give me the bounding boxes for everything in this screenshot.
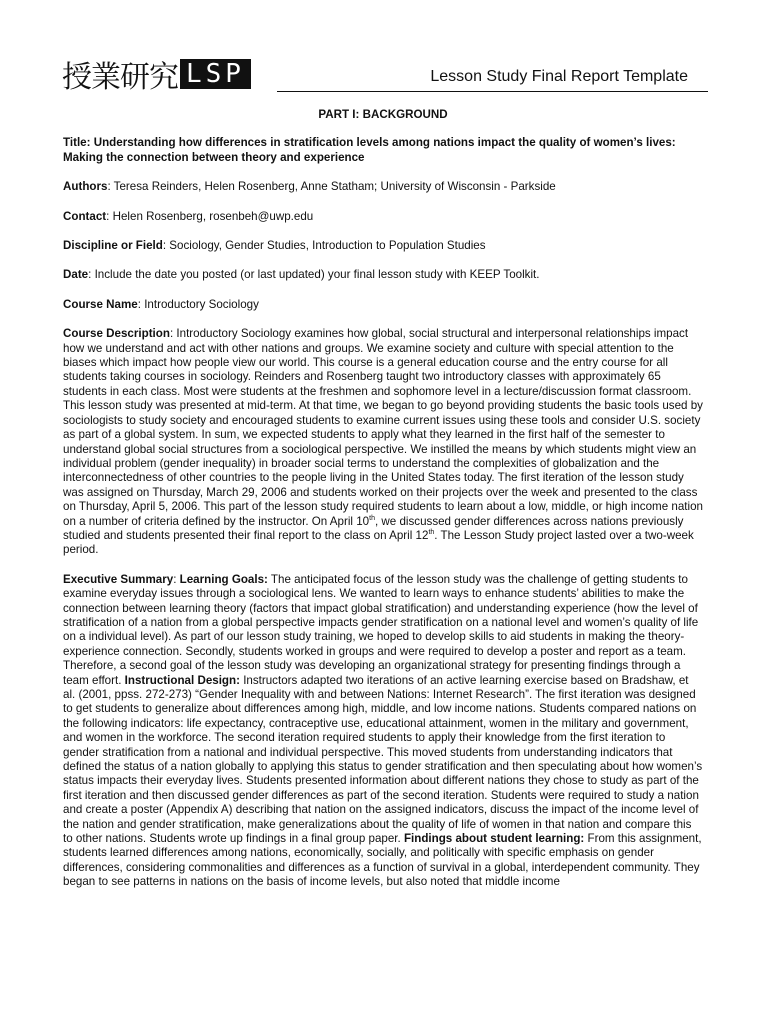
authors-paragraph — [63, 180, 703, 194]
date-text: : Include the date you posted (or last updated) your final lesson study with KEEP Toolkit. — [88, 268, 540, 282]
discipline-text: : Sociology, Gender Studies, Introduction to Population Studies — [162, 239, 486, 253]
course-name-label: Course Name — [63, 297, 138, 311]
part-heading: PART I: BACKGROUND — [318, 108, 448, 121]
authors-text: : Teresa Reinders, Helen Rosenberg, Anne Statham; University of Wisconsin - Parkside — [107, 180, 556, 194]
date-label: Date — [63, 268, 89, 282]
instructional-design-text: Instructors adapted two iterations of an active learning exercise based on Bradshaw, et al. (2001, ppss. 272-273) “Gender Inequality with and between Nations: Internet Research”. The first iteration was designed to get students to generalize about differences among high, middle, and low income nations. Students compared nations on the following indicators: life expectancy, contraceptive use, educational attainment, women in the military and government, and women in the workforce. The second iteration required students to apply their knowledge from the first iteration to gender stratification from a national and individual perspective. This moved students from understanding indicators that defined the status of a nation globally to applying this status to gender stratification and then speculating about how women’s status impacts their everyday lives. Students presented information about different nations they chose to study as part of the first iteration and then discussed gender differences as part of the second iteration. Students were required to study a nation and create a poster (Appendix A) describing that nation on the assigned indicators, discuss the impact of the income level of the nation and gender stratification, make generalizations about the quality of life of women in that nation and compare this to other nations. Students wrote up findings in a final group paper. — [63, 673, 703, 846]
executive-summary-paragraph — [63, 573, 703, 890]
discipline-label: Discipline or Field — [63, 239, 163, 253]
document-body — [63, 108, 703, 905]
findings-label: Findings about student learning: — [403, 832, 585, 846]
contact-label: Contact — [63, 209, 107, 223]
findings-text: From this assignment, students learned differences among nations, economically, socially, and politically with specific emphasis on gender differences, considering commonalities and differences as a function of survival in a global, interdependent community. They began to see patterns in nations on the basis of income levels, but also noted that middle income — [63, 832, 702, 889]
ordinal-suffix: th — [369, 514, 375, 522]
course-description-text-2: , we discussed gender differences across nations previously studied and students presented their final report to the class on April 12 — [63, 514, 684, 542]
header-rule — [277, 91, 708, 92]
page-header — [62, 56, 708, 94]
title-text: Understanding how differences in stratification levels among nations impact the quality of women’s lives: Making the connection between theory and experience — [63, 136, 676, 164]
discipline-paragraph — [63, 239, 703, 253]
course-description-paragraph — [63, 327, 703, 558]
document-title: Lesson Study Final Report Template — [430, 68, 688, 85]
contact-text: : Helen Rosenberg, rosenbeh@uwp.edu — [106, 209, 314, 223]
contact-paragraph — [63, 210, 703, 224]
ordinal-suffix: th — [428, 529, 435, 537]
course-name-paragraph — [63, 298, 703, 312]
instructional-design-label: Instructional Design: — [124, 673, 240, 687]
authors-label: Authors — [63, 180, 108, 194]
course-description-label: Course Description — [63, 327, 170, 341]
course-description-text-1: : Introductory Sociology examines how global, social structural and interpersonal relationships impact how we understand and act with other nations and groups. We examine society and culture with special attention to the biases which impact how people view our world. This course is a general education course and the entry course for all students taking courses in sociology. Reinders and Rosenberg taught two introductory classes with approximately 65 students in each class. Most were students at the freshmen and sophomore level in a lecture/discussion format classroom. This lesson study was presented at mid-term. At that time, we began to go beyond providing students the basic tools used by sociologists to study society and encouraged students to examine current issues using these tools and consider U.S. society as part of a global system. In sum, we expected students to apply what they learned in the first half of the semester to understand global social structures from a sociological perspective. We instilled the means by which students might view an individual problem (gender inequality) in broader social terms to understand the complexities of globalization and the interconnectedness of other countries to the people living in the United States today. The first iteration of the lesson study was assigned on Thursday, March 29, 2006 and students worked on their projects over the week and presented to the class on Thursday, April 5, 2006. This part of the lesson study required students to learn about a low, middle, or high income nation on a number of criteria defined by the instructor. On April 10 — [63, 327, 703, 528]
executive-summary-separator: : — [173, 572, 180, 586]
learning-goals-label: Learning Goals: — [179, 572, 268, 586]
logo-lsp-badge: LSP — [180, 59, 251, 89]
course-description-text-3: . The Lesson Study project lasted over a two-week period. — [63, 528, 694, 557]
lsp-logo — [62, 56, 251, 95]
executive-summary-label: Executive Summary — [63, 572, 174, 586]
logo-cjk-text: 授業研究 — [62, 60, 178, 95]
date-paragraph — [63, 268, 703, 282]
title-label: Title: — [63, 136, 91, 150]
course-name-text: : Introductory Sociology — [137, 297, 259, 311]
title-paragraph — [63, 136, 703, 165]
learning-goals-text: The anticipated focus of the lesson study was the challenge of getting students to examine everyday issues through a sociological lens. We wanted to learn ways to enhance students’ abilities to make the connection between learning theory (factors that impact global stratification) and understanding experience (how the level of stratification of a nation from a global perspective impacts gender stratification on a national level and women’s quality of life on a individual level). As part of our lesson study training, we hoped to develop skills to aid students in making the theory-experience connection. Secondly, students worked in groups and were required to develop a poster and report as a team. Therefore, a second goal of the lesson study was developing an organizational strategy for presenting findings through a team effort. — [63, 572, 699, 687]
